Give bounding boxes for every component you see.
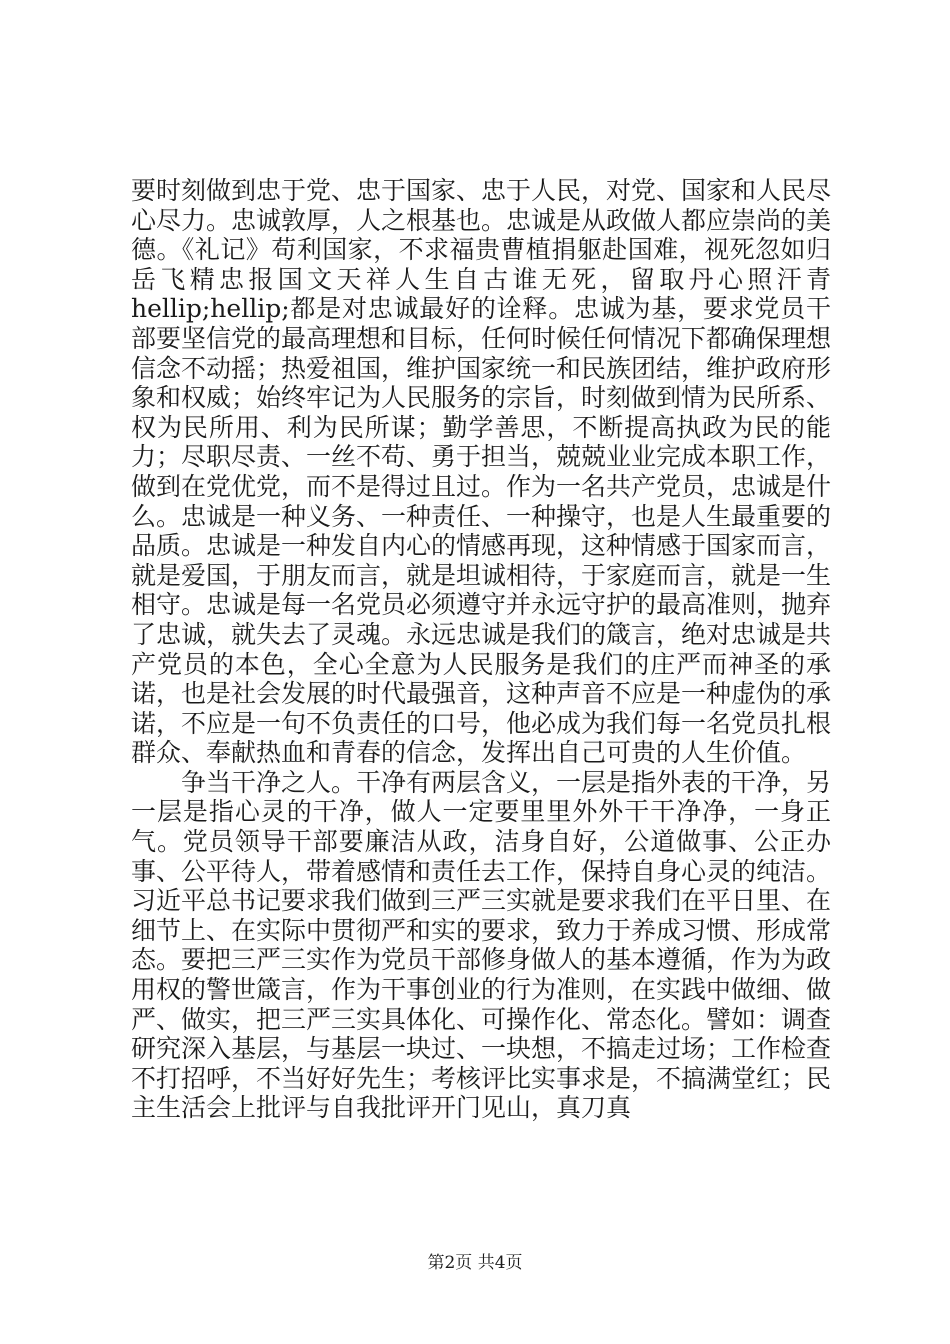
paragraph-clean: 争当干净之人。干净有两层含义，一层是指外表的干净，另一层是指心灵的干净，做人一定要里里外外干干净净，一身正气。党员领导干部要廉洁从政，洁身自好，公道做事、公正办事、公平待人，带着感情和责任去工作，保持自身心灵的纯洁。习近平总书记要求我们做到三严三实就是要求我们在平日里、在细节上、在实际中贯彻严和实的要求，致力于养成习惯、形成常态。要把三严三实作为党员干部修身做人的基本遵循，作为为政用权的警世箴言，作为干事创业的行为准则，在实践中做细、做严、做实，把三严三实具体化、可操作化、常态化。譬如：调查研究深入基层，与基层一块过、一块想，不搞走过场；工作检查不打招呼，不当好好先生；考核评比实事求是，不搞满堂红；民主生活会上批评与自我批评开门见山，真刀真 [131,767,832,1123]
paragraph-loyalty: 要时刻做到忠于党、忠于国家、忠于人民，对党、国家和人民尽心尽力。忠诚敦厚，人之根基也。忠诚是从政做人都应崇尚的美德。《礼记》苟利国家，不求福贵曹植捐躯赴国难，视死忽如归岳飞精忠报国文天祥人生自古谁无死，留取丹心照汗青hellip;hellip;都是对忠诚最好的诠释。忠诚为基，要求党员干部要坚信党的最高理想和目标，任何时候任何情况下都确保理想信念不动摇；热爱祖国，维护国家统一和民族团结，维护政府形象和权威；始终牢记为人民服务的宗旨，时刻做到情为民所系、权为民所用、利为民所谋；勤学善思，不断提高执政为民的能力；尽职尽责、一丝不苟、勇于担当，兢兢业业完成本职工作，做到在党优党，而不是得过且过。作为一名共产党员，忠诚是什么。忠诚是一种义务、一种责任、一种操守，也是人生最重要的品质。忠诚是一种发自内心的情感再现，这种情感于国家而言，就是爱国，于朋友而言，就是坦诚相待，于家庭而言，就是一生相守。忠诚是每一名党员必须遵守并永远守护的最高准则，抛弃了忠诚，就失去了灵魂。永远忠诚是我们的箴言，绝对忠诚是共产党员的本色，全心全意为人民服务是我们的庄严而神圣的承诺，也是社会发展的时代最强音，这种声音不应是一种虚伪的承诺，不应是一句不负责任的口号，他必成为我们每一名党员扎根群众、奉献热血和青春的信念，发挥出自己可贵的人生价值。 [131,176,832,768]
page-footer: 第2页 共4页 [427,1253,523,1273]
body-text [131,176,831,1123]
